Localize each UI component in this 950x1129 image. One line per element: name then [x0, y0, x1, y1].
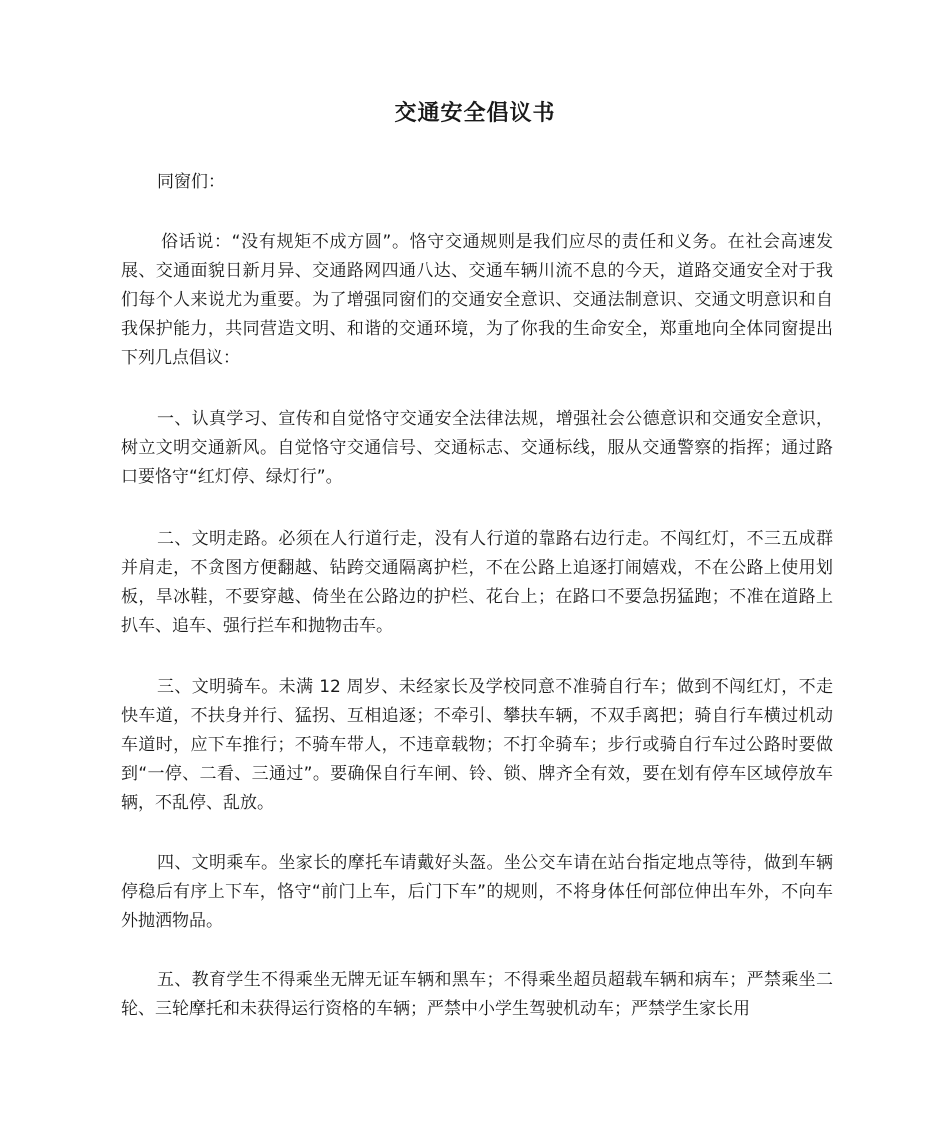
paragraph-5: 五、教育学生不得乘坐无牌无证车辆和黑车；不得乘坐超员超载车辆和病车；严禁乘坐二轮、三轮摩托和未获得运行资格的车辆；严禁中小学生驾驶机动车；严禁学生家长用: [121, 970, 833, 1019]
paragraph-3: 三、文明骑车。未满 12 周岁、未经家长及学校同意不准骑自行车；做到不闯红灯，不走快车道，不扶身并行、猛拐、互相追逐；不牵引、攀扶车辆，不双手离把；骑自行车横过机动车道时，应下车推行；不骑车带人，不违章载物；不打伞骑车；步行或骑自行车过公路时要做到“一停、二看、三通过”。要确保自行车闸、铃、锁、牌齐全有效，要在划有停车区域停放车辆，不乱停、乱放。: [121, 677, 833, 813]
salutation: 同窗们：: [157, 172, 225, 192]
document-title: 交通安全倡议书: [394, 101, 556, 126]
paragraph-1: 一、认真学习、宣传和自觉恪守交通安全法律法规，增强社会公德意识和交通安全意识，树立文明交通新风。自觉恪守交通信号、交通标志、交通标线，服从交通警察的指挥；通过路口要恪守“红灯停、绿灯行”。: [121, 409, 833, 487]
paragraph-2: 二、文明走路。必须在人行道行走，没有人行道的靠路右边行走。不闯红灯，不三五成群并肩走，不贪图方便翻越、钻跨交通隔离护栏，不在公路上追逐打闹嬉戏，不在公路上使用划板，旱冰鞋，不要穿越、倚坐在公路边的护栏、花台上；在路口不要急拐猛跑；不准在道路上扒车、追车、强行拦车和抛物击车。: [121, 529, 833, 636]
paragraph-intro: 俗话说：“没有规矩不成方圆”。恪守交通规则是我们应尽的责任和义务。在社会高速发展、交通面貌日新月异、交通路网四通八达、交通车辆川流不息的今天，道路交通安全对于我们每个人来说尤为重要。为了增强同窗们的交通安全意识、交通法制意识、交通文明意识和自我保护能力，共同营造文明、和谐的交通环境，为了你我的生命安全，郑重地向全体同窗提出下列几点倡议：: [121, 232, 833, 368]
paragraph-4: 四、文明乘车。坐家长的摩托车请戴好头盔。坐公交车请在站台指定地点等待，做到车辆停稳后有序上下车，恪守“前门上车，后门下车”的规则，不将身体任何部位伸出车外，不向车外抛洒物品。: [121, 853, 833, 931]
